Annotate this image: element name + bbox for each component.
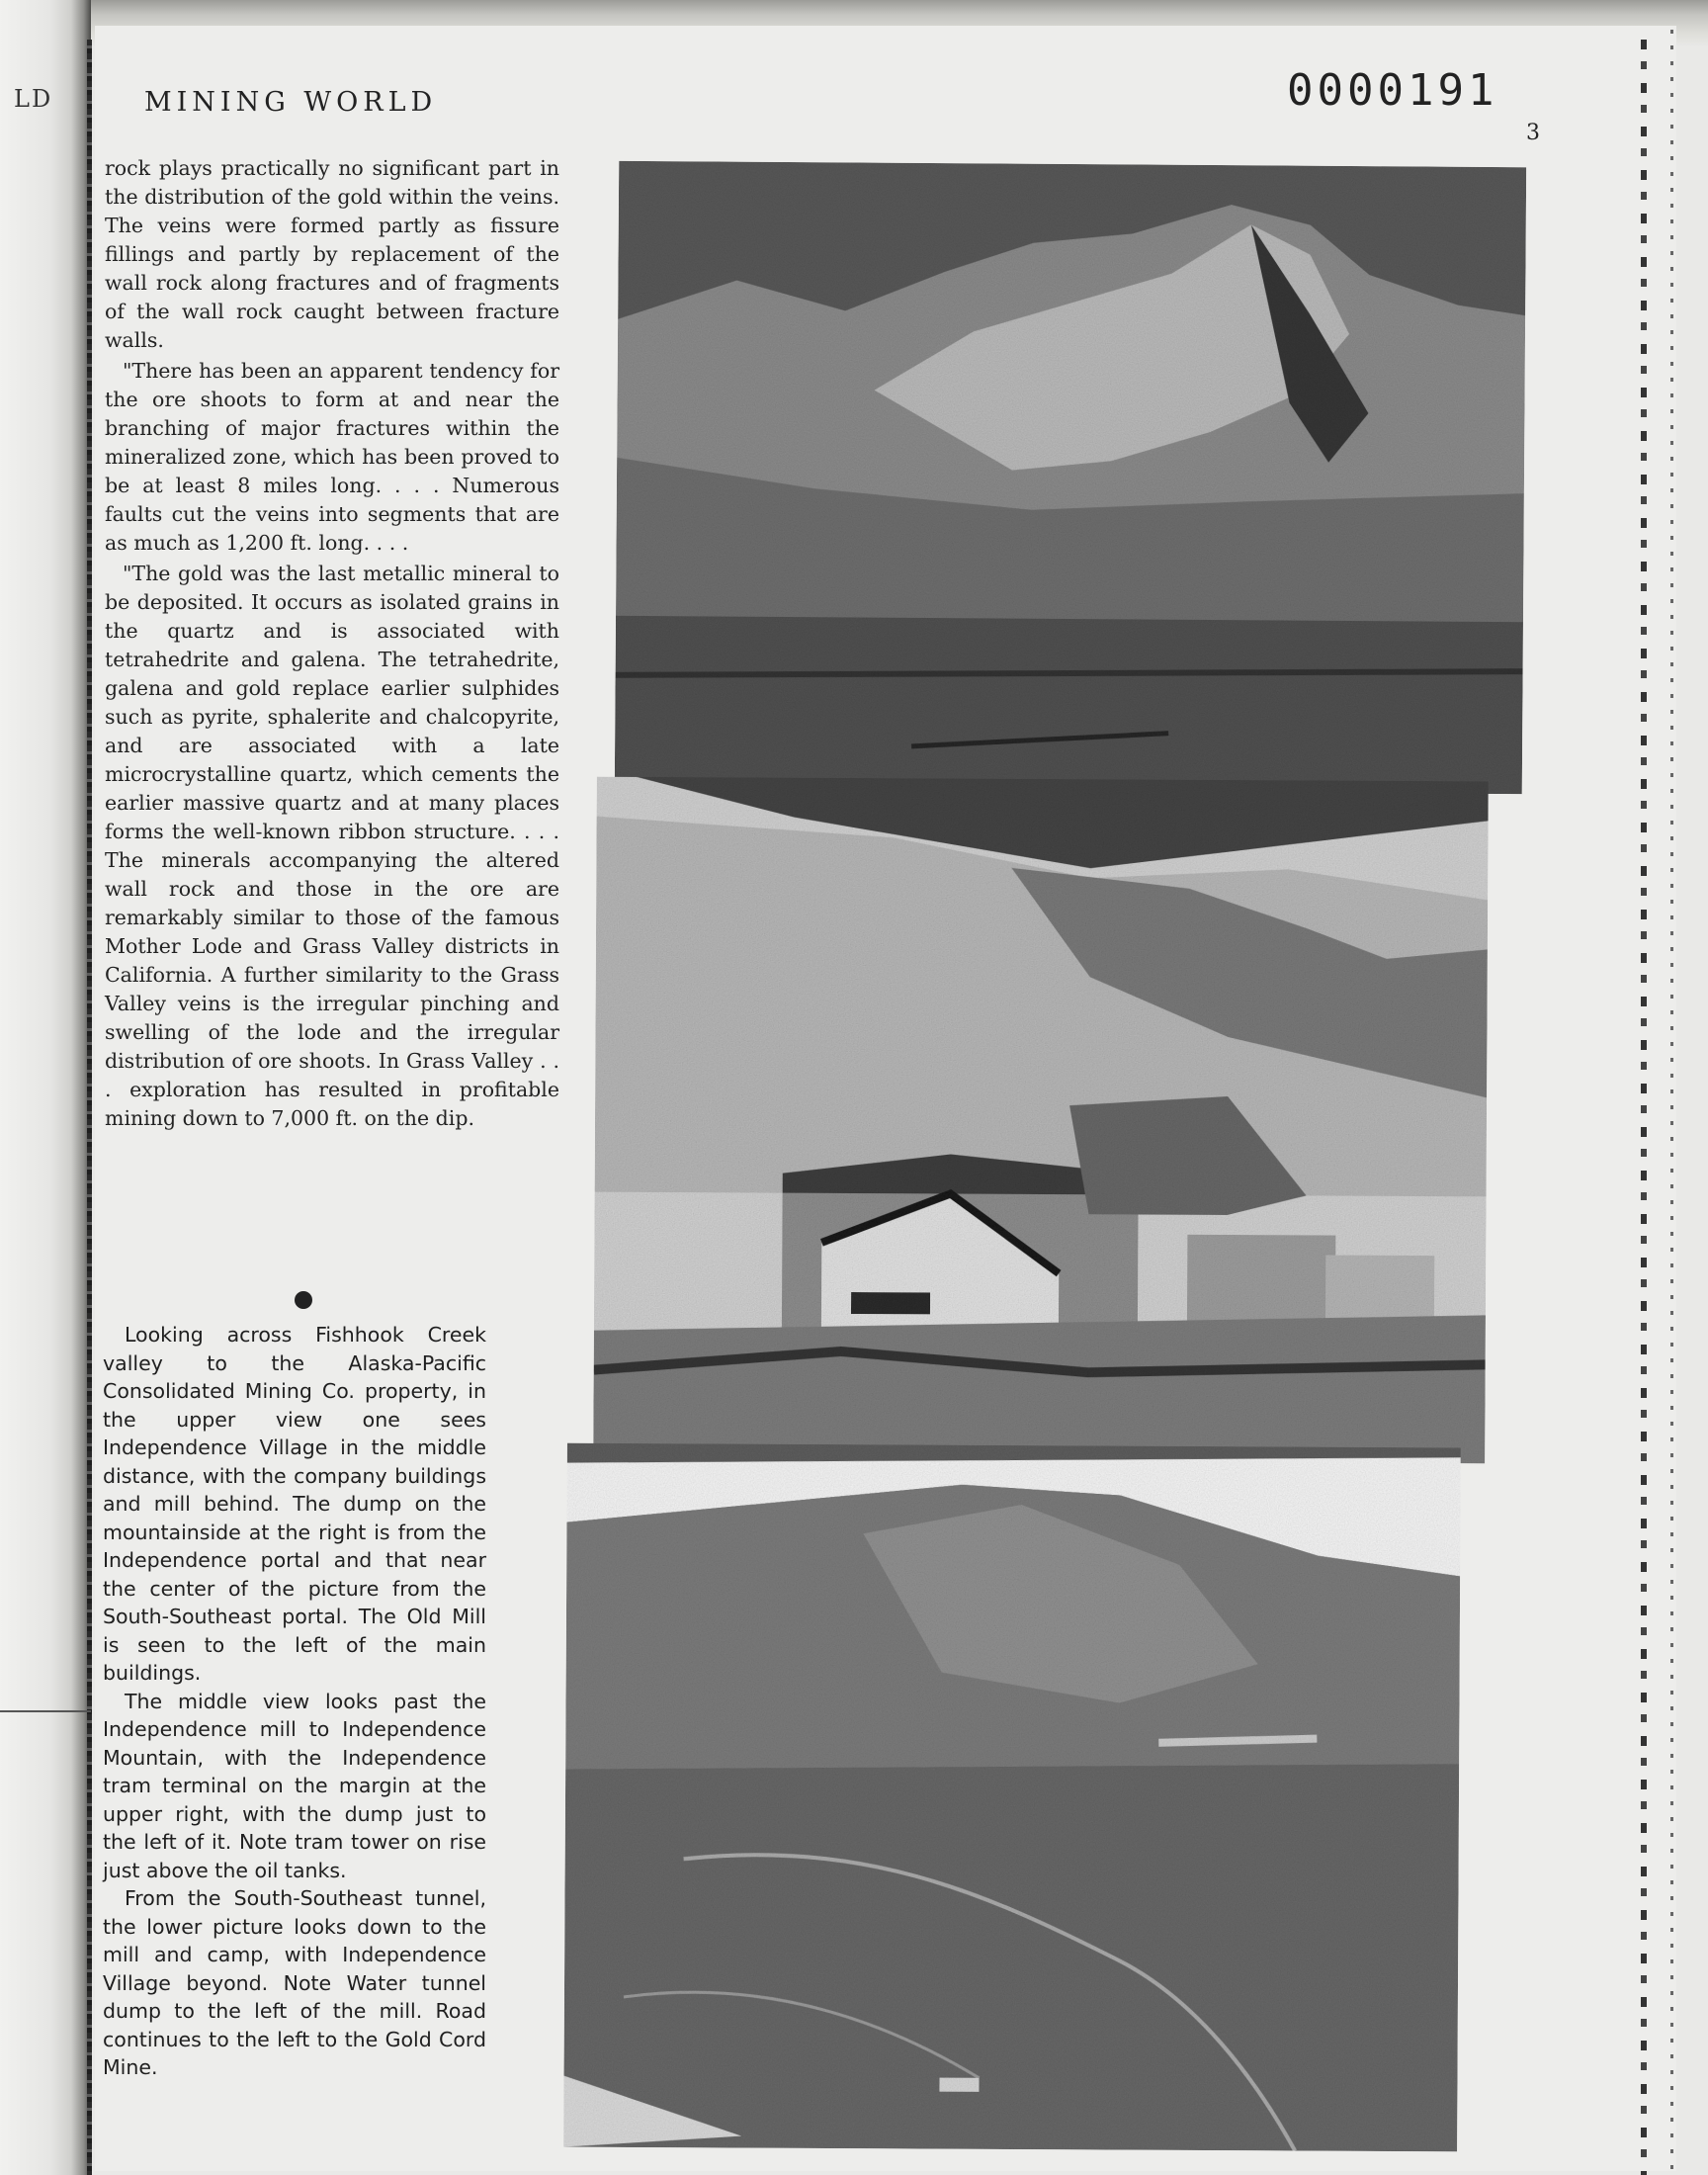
article-paragraph: "The gold was the last metallic mineral to be deposited. It occurs as isolated grains in the quartz and is associated with tetrahedrite and galena. The tetrahedrite, galena and gold replace earlier sulphides such as pyrite, sphalerite and chalcopyrite, and are associated with a late microcrystalline quartz, which cements the earlier massive quartz and at many places forms the well-known ribbon structure. . . . The minerals accompanying the altered wall rock and those in the ore are remarkably similar to those of the famous Mother Lode and Grass Valley districts in California. A further similarity to the Grass Valley veins is the irregular pinching and swelling of the lode and the irregular distribution of ore shoots. In Grass Valley . . . exploration has resulted in profitable mining down to 7,000 ft. on the dip. <box>105 562 559 1130</box>
page-number: 3 <box>1526 121 1540 145</box>
article-paragraph: rock plays practically no significant part in the distribution of the gold within the veins. The veins were formed partly as fissure fillings and partly by replacement of the wall rock along fractures and of fragments of the wall rock caught between fracture walls. <box>105 156 559 352</box>
article-paragraph: "There has been an apparent tendency for the ore shoots to form at and near the branching of major fractures within the mineralized zone, which has been proved to be at least 8 miles long. . . . Numerous faults cut the veins into segments that are as much as 1,200 ft. long. . . . <box>105 359 559 555</box>
section-divider-dot <box>295 1291 312 1309</box>
article-text <box>105 154 559 1135</box>
valley-view-photo <box>563 1443 1461 2152</box>
masthead: MINING WORLD <box>144 87 438 118</box>
caption-paragraph: Looking across Fishhook Creek valley to the Alaska-Pacific Consolidated Mining Co. property, in the upper view one sees Independence Village in the middle distance, with the company buildings and mill behind. The dump on the mountainside at the right is from the Independence portal and that near the center of the picture from the South-Southeast portal. The Old Mill is seen to the left of the main buildings. <box>103 1323 486 1685</box>
caption-paragraph: From the South-Southeast tunnel, the lower picture looks down to the mill and camp, with Independence Village beyond. Note Water tunnel dump to the left of the mill. Road continues to the left to the Gold Cord Mine. <box>103 1886 486 2079</box>
previous-page-fragment: LD <box>14 85 53 113</box>
binding-shadow <box>87 40 92 2175</box>
document-number: 0000191 <box>1287 65 1498 116</box>
mountain-peak-photo <box>615 161 1526 794</box>
photo-caption <box>103 1321 486 2082</box>
right-page-edge-outer <box>1670 30 1673 2175</box>
gutter-rule <box>0 1710 91 1712</box>
right-page-edge <box>1641 40 1647 2175</box>
binding-gutter <box>0 0 91 2175</box>
caption-paragraph: The middle view looks past the Independence mill to Independence Mountain, with the Independence tram terminal on the margin at the upper right, with the dump just to the left of it. Note tram tower on rise just above the oil tanks. <box>103 1689 486 1882</box>
mill-buildings-photo <box>593 777 1489 1464</box>
